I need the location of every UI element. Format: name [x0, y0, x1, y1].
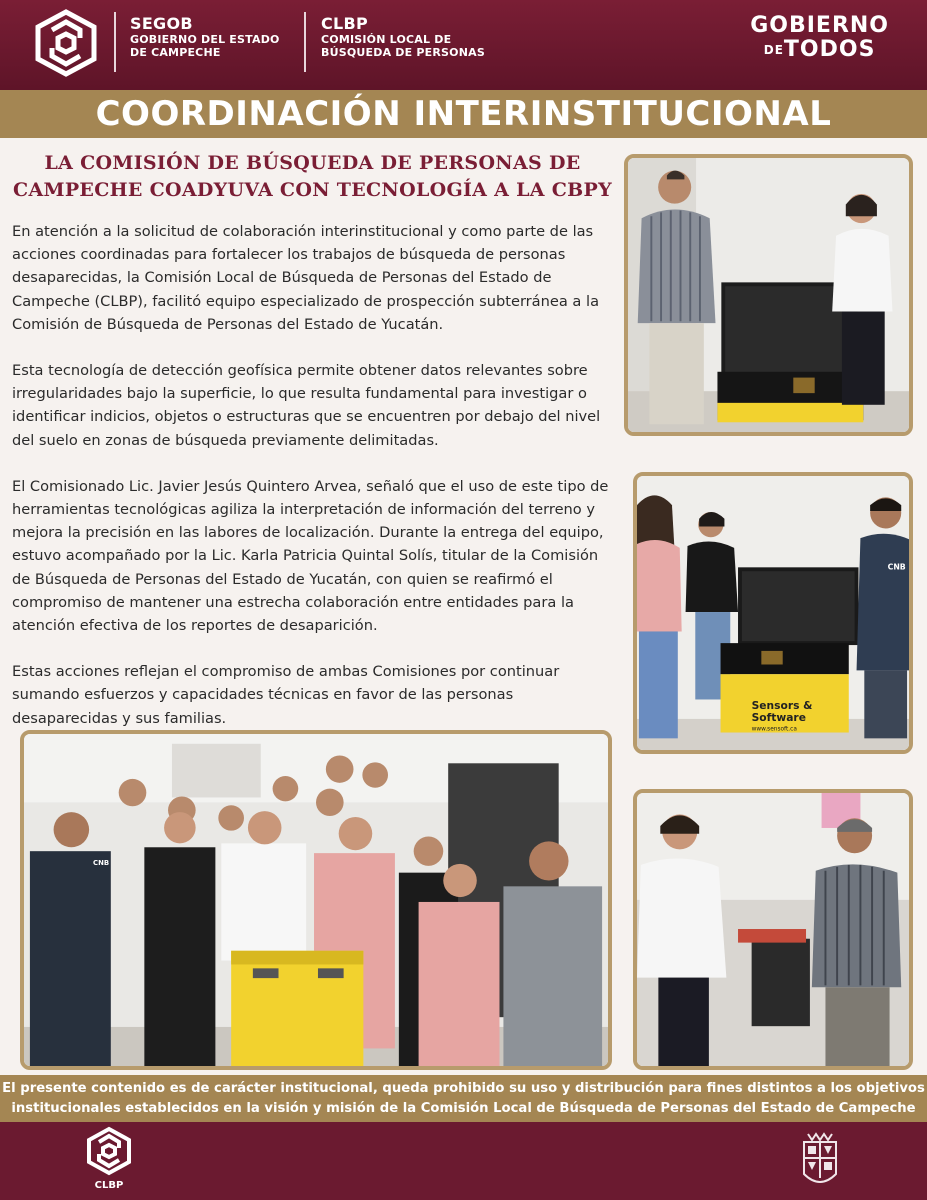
gob-line2: [750, 38, 889, 62]
article-body: [12, 220, 612, 753]
campeche-seal-icon: [798, 1130, 842, 1194]
clbp-line1: COMISIÓN LOCAL DE: [321, 33, 452, 46]
footer-bar: [0, 1122, 927, 1200]
segob-line1: GOBIERNO DEL ESTADO: [130, 33, 280, 46]
clbp-logo-icon: [84, 1126, 134, 1176]
segob-title: SEGOB: [130, 14, 193, 33]
photo-handover: [624, 154, 913, 436]
case-url: www.sensoft.ca: [751, 726, 797, 733]
disclaimer-line2: institucionales establecidos en la visión y misión de la Comisión Local de Búsqueda de Personas del Estado de Campeche: [11, 1101, 916, 1116]
paragraph: Estas acciones reflejan el compromiso de ambas Comisiones por continuar sumando esfuerzos y capacidades técnicas en favor de las personas desaparecidas y sus familias.: [12, 663, 560, 727]
header-divider: [114, 12, 116, 72]
segob-logo-icon: [32, 8, 100, 78]
gobierno-de-todos-logo: [750, 14, 889, 62]
gob-line1: GOBIERNO: [750, 13, 889, 38]
headline-line2: CAMPECHE COADYUVA CON TECNOLOGÍA A LA CBPY: [13, 179, 612, 201]
section-title: COORDINACIÓN INTERINSTITUCIONAL: [95, 94, 832, 134]
photo-conversation: [633, 789, 913, 1070]
paragraph: En atención a la solicitud de colaboración interinstitucional y como parte de las acciones coordinadas para fortalecer los trabajos de búsqueda de personas desaparecidas, la Comisión Local de Búsqueda de Personas del Estado de Campeche (CLBP), facilitó equipo especializado de prospección subterránea a la Comisión de Búsqueda de Personas del Estado de Yucatán.: [12, 223, 600, 333]
photo-inspection: [633, 472, 913, 754]
badge-text: CNB: [887, 562, 906, 572]
gob-line2-word: TODOS: [783, 37, 876, 62]
badge-text: CNB: [93, 858, 110, 867]
article-headline: [0, 150, 625, 204]
clbp-title: CLBP: [321, 14, 369, 33]
disclaimer-bar: [0, 1075, 927, 1122]
gob-line2-prefix: DE: [763, 43, 784, 57]
case-brand-line2: Software: [751, 710, 806, 724]
disclaimer-line1: El presente contenido es de carácter institucional, queda prohibido su uso y distribución para fines distintos a los objetivos: [2, 1081, 925, 1096]
clbp-block: [321, 14, 485, 59]
segob-line2: DE CAMPECHE: [130, 46, 221, 59]
header-divider: [304, 12, 306, 72]
photo-group: [20, 730, 612, 1070]
paragraph: El Comisionado Lic. Javier Jesús Quintero Arvea, señaló que el uso de este tipo de herramientas tecnológicas agiliza la interpretación de información del terreno y mejora la precisión en las labores de localización. Durante la entrega del equipo, estuvo acompañado por la Lic. Karla Patricia Quintal Solís, titular de la Comisión de Búsqueda de Personas del Estado de Yucatán, con quien se reafirmó el compromiso de mantener una estrecha colaboración entre entidades para la atención efectiva de los reportes de desaparición.: [12, 477, 609, 635]
clbp-line2: BÚSQUEDA DE PERSONAS: [321, 46, 485, 59]
case-brand-line1: Sensors &: [751, 699, 813, 713]
footer-logo-label: CLBP: [94, 1180, 124, 1191]
headline-line1: LA COMISIÓN DE BÚSQUEDA DE PERSONAS DE: [44, 152, 581, 174]
segob-block: [130, 14, 280, 59]
paragraph: Esta tecnología de detección geofísica permite obtener datos relevantes sobre irregularidades bajo la superficie, lo que resulta fundamental para investigar o identificar indicios, objetos o estructuras que se encuentren por debajo del nivel del suelo en zonas de búsqueda previamente delimitadas.: [12, 362, 601, 449]
